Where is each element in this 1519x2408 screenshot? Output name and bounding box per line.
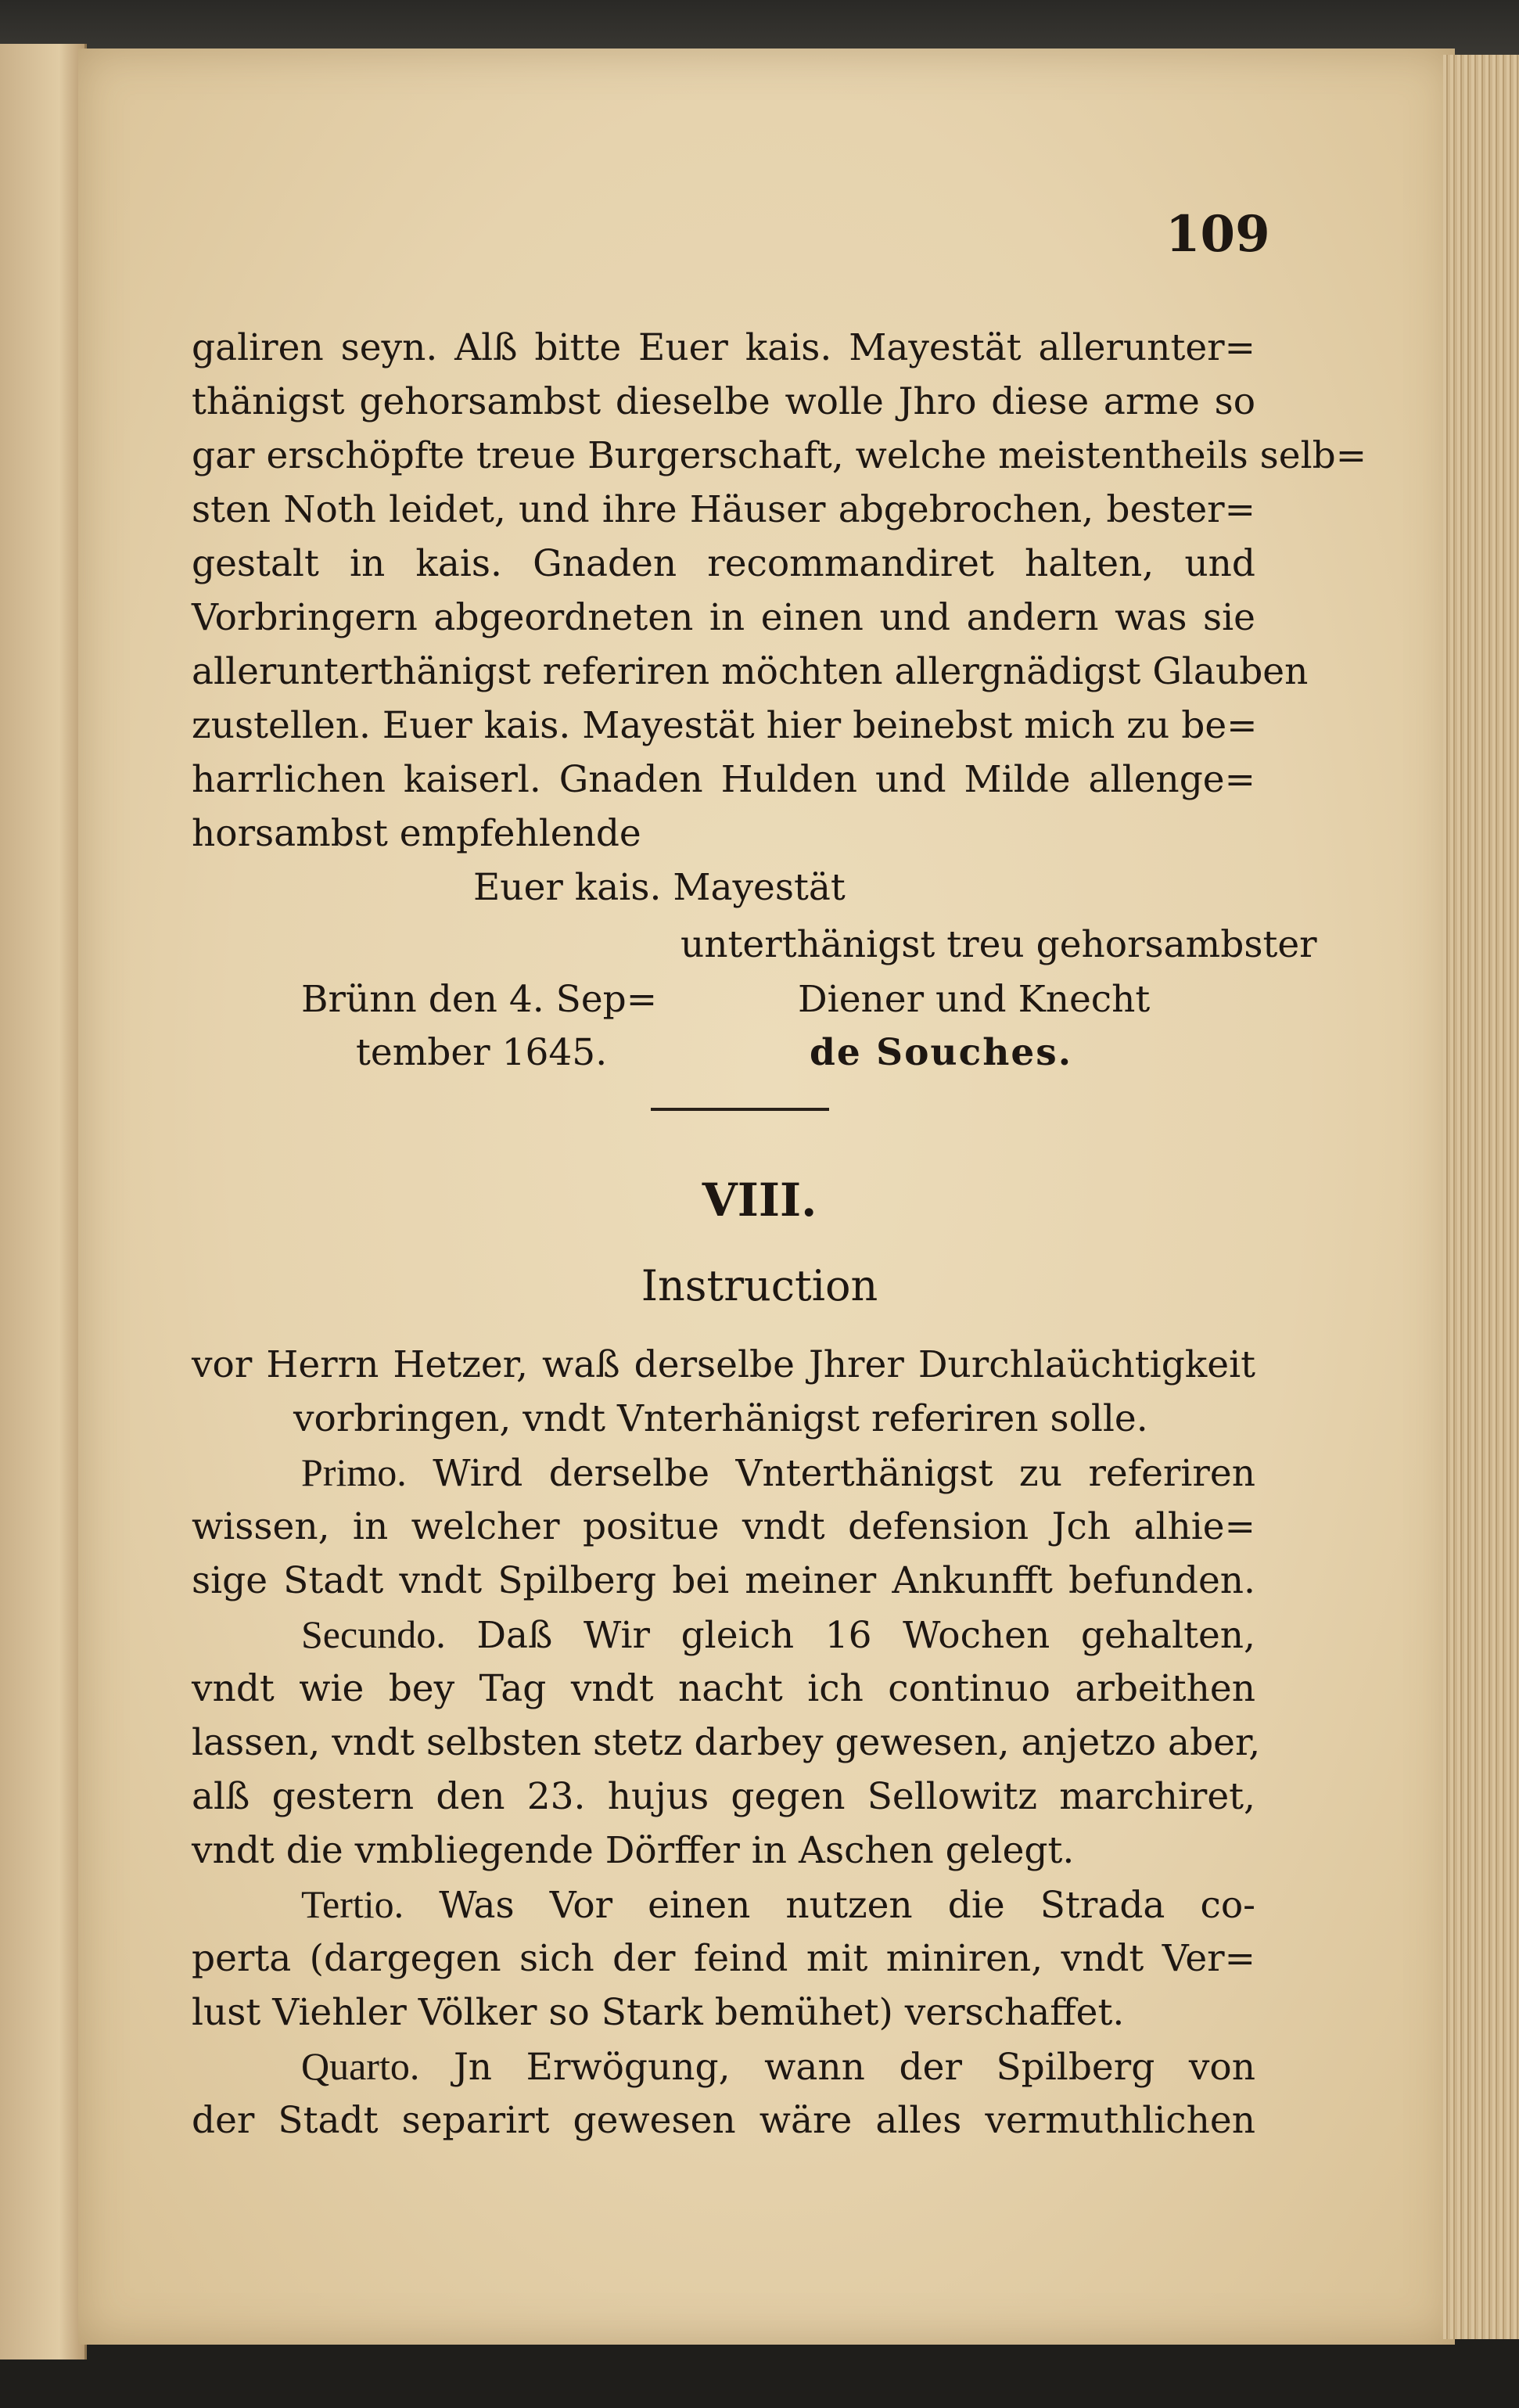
point-label: Tertio. [301, 1882, 404, 1926]
points-body [192, 1446, 1261, 2147]
closing-salutation: Euer kais. Mayestät [473, 866, 846, 909]
text-line: perta (dargegen sich der feind mit miniren, vndt Ver= [192, 1937, 1255, 1980]
letter-body [192, 321, 1367, 861]
text-line: vorbringen, vndt Vnterhänigst referiren solle. [293, 1397, 1148, 1440]
point-label: Quarto. [301, 2044, 420, 2088]
closing-servant-line: Diener und Knecht [798, 978, 1151, 1021]
point-text: Was Vor einen nutzen die Strada co- [439, 1884, 1255, 1927]
section-title: Instruction [641, 1261, 878, 1310]
point-line [192, 1608, 1255, 1662]
section-number: VIII. [702, 1173, 817, 1227]
text-line: vor Herrn Hetzer, waß derselbe Jhrer Durchlaüchtigkeit [192, 1343, 1255, 1386]
text-line: thänigst gehorsambst dieselbe wolle Jhro diese arme so [192, 380, 1255, 423]
text-line: sige Stadt vndt Spilberg bei meiner Ankunfft befunden. [192, 1559, 1255, 1602]
text-line: sten Noth leidet, und ihre Häuser abgebrochen, bester= [192, 488, 1255, 531]
closing-place-date: Brünn den 4. Sep= [301, 978, 658, 1021]
text-line: allerunterthänigst referiren möchten allergnädigst Glauben [192, 650, 1309, 693]
text-line: vndt wie bey Tag vndt nacht ich continuo arbeithen [192, 1667, 1255, 1710]
point-line [192, 1878, 1255, 1932]
text-line: gestalt in kais. Gnaden recommandiret halten, und [192, 542, 1255, 585]
point-text: Jn Erwögung, wann der Spilberg von [453, 2046, 1255, 2089]
closing-place-date: tember 1645. [356, 1031, 608, 1074]
text-line: alß gestern den 23. hujus gegen Sellowitz marchiret, [192, 1775, 1255, 1818]
point-line [192, 1446, 1255, 1500]
point-label: Secundo. [301, 1612, 446, 1656]
section-divider [651, 1108, 829, 1111]
text-line: harrlichen kaiserl. Gnaden Hulden und Milde allenge= [192, 758, 1255, 801]
point-text: Daß Wir gleich 16 Wochen gehalten, [476, 1614, 1255, 1657]
text-line: galiren seyn. Alß bitte Euer kais. Mayestät allerunter= [192, 326, 1255, 369]
section-intro [192, 1338, 1255, 1446]
text-line: lust Viehler Völker so Stark bemühet) verschaffet. [192, 1991, 1125, 2034]
text-line: lassen, vndt selbsten stetz darbey gewesen, anjetzo aber, [192, 1721, 1261, 1764]
point-label: Primo. [301, 1450, 407, 1494]
text-line: Vorbringern abgeordneten in einen und andern was sie [192, 596, 1255, 639]
text-line: gar erschöpfte treue Burgerschaft, welche meistentheils selb= [192, 434, 1367, 477]
page-number: 109 [1165, 205, 1270, 264]
point-text: Wird derselbe Vnterthänigst zu referiren [433, 1452, 1255, 1495]
text-line: der Stadt separirt gewesen wäre alles vermuthlichen [192, 2099, 1255, 2142]
signature: de Souches. [810, 1031, 1073, 1074]
text-line: zustellen. Euer kais. Mayestät hier beinebst mich zu be= [192, 704, 1258, 747]
text-line: wissen, in welcher positue vndt defension Jch alhie= [192, 1505, 1255, 1548]
text-line: horsambst empfehlende [192, 812, 641, 855]
text-line: vndt die vmbliegende Dörffer in Aschen gelegt. [192, 1829, 1075, 1872]
point-line [192, 2040, 1255, 2094]
closing-servant-line: unterthänigst treu gehorsambster [680, 923, 1317, 966]
